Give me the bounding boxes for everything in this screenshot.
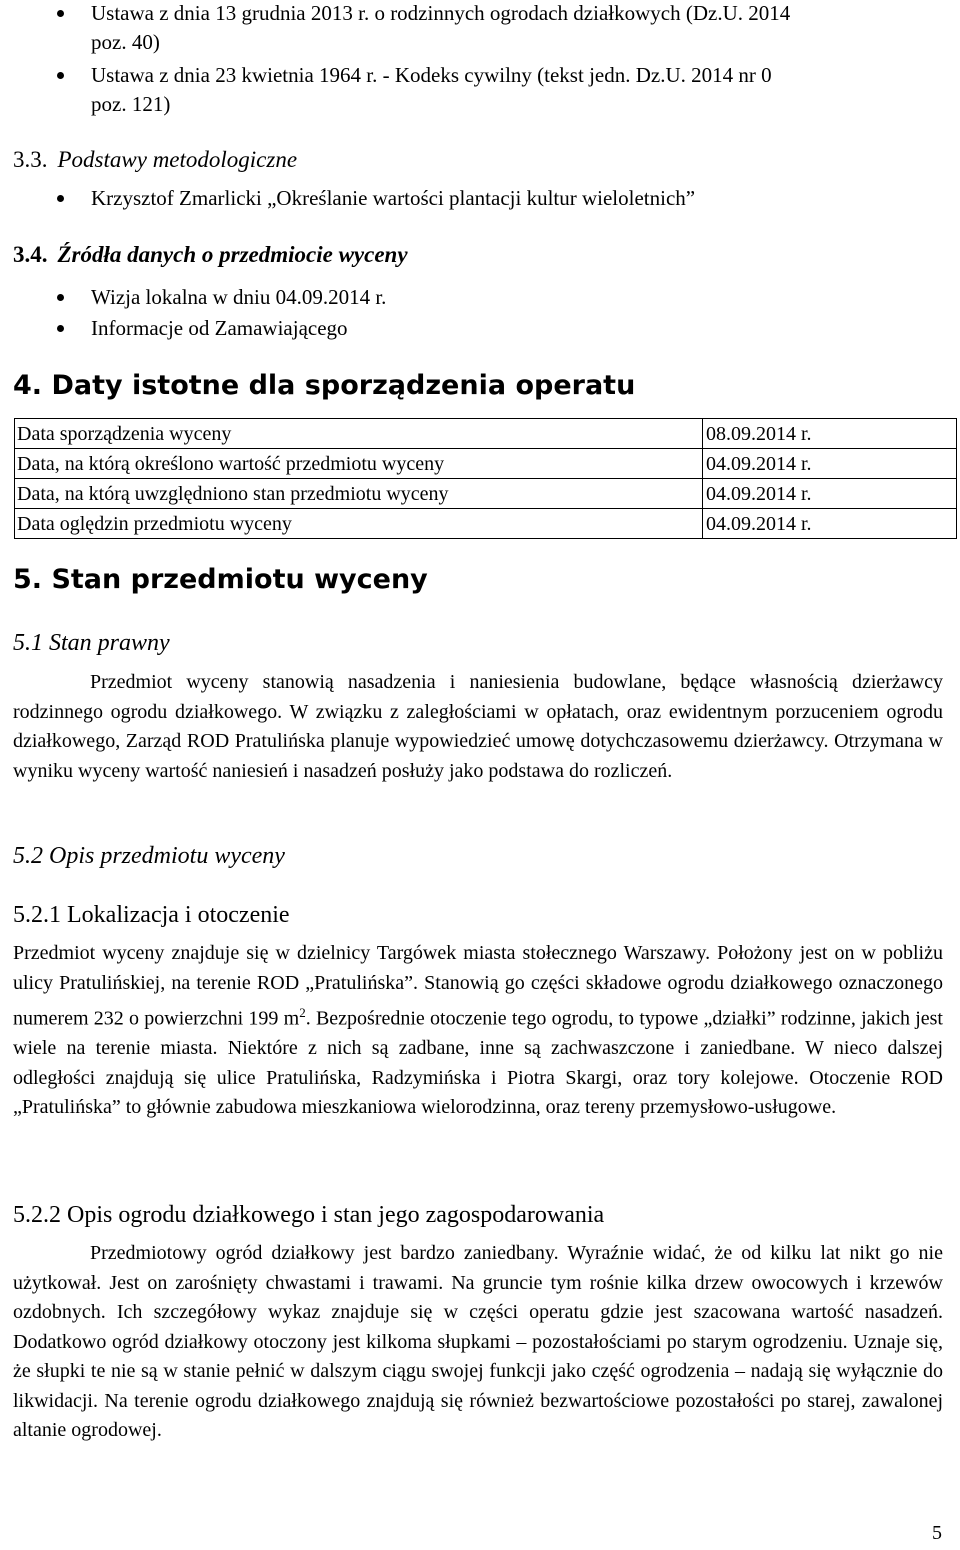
ref-item-2-line1: Ustawa z dnia 23 kwietnia 1964 r. - Kodeks cywilny (tekst jedn. Dz.U. 2014 nr 0 bbox=[91, 63, 772, 87]
legal-status-paragraph: Przedmiot wyceny stanowią nasadzenia i naniesienia budowlane, będące własnością dzierżawcy rodzinnego ogrodu działkowego. W związku z zaległościami w opłatach, oraz ewidentnym porzuceniem ogrodu działkowego, Zarząd ROD Pratulińska planuje wypowiedzieć umowę dotychczasowemu dzierżawcy. Otrzymana w wyniku wyceny wartość naniesień i nasadzeń posłuży jako podstawa do rozliczeń. bbox=[13, 671, 943, 782]
location-text-b: . Bezpośrednie otoczenie tego ogrodu, to typowe „działki” rodzinne, jakich jest wiele na terenie miasta. Niektóre z nich są zadbane, inne są zachwaszczone i zaniedbane. W nieco dalszej odległości znajdują się ulice Pratulińska, Radzymińska i Piotra Skargi, oraz tory kolejowe. Otoczenie ROD „Pratulińska” to głównie zabudowa mieszkaniowa wielorodzinna, oraz tereny przemysłowo-usługowe. bbox=[13, 1007, 943, 1119]
section-5-2-heading: 5.2 Opis przedmiotu wyceny bbox=[13, 843, 285, 869]
section-5-2-1-heading: 5.2.1 Lokalizacja i otoczenie bbox=[13, 902, 290, 928]
date-value: 08.09.2014 r. bbox=[703, 419, 957, 449]
bullet-icon bbox=[57, 325, 64, 332]
source-item-1: Wizja lokalna w dniu 04.09.2014 r. bbox=[91, 285, 387, 309]
section-3-3-heading bbox=[13, 145, 297, 175]
section-4-heading: 4. Daty istotne dla sporządzenia operatu bbox=[13, 370, 636, 401]
dates-table bbox=[14, 418, 957, 539]
bullet-icon bbox=[57, 195, 64, 202]
bullet-icon bbox=[57, 294, 64, 301]
garden-description-paragraph: Przedmiotowy ogród działkowy jest bardzo zaniedbany. Wyraźnie widać, że od kilku lat nikt go nie użytkował. Jest on zarośnięty chwastami i trawami. Na gruncie tym rośnie kilka drzew owocowych i krzewów ozdobnych. Ich szczegółowy wykaz znajduje się w części operatu gdzie jest szacowana wartość nasadzeń. Dodatkowo ogród działkowy otoczony jest kilkoma słupkami – pozostałościami po starym ogrodzeniu. Uznaje się, że słupki te nie są w stanie pełnić w dalszym ciągu swojej funkcji jako część ogrodzenia – nadają się wyłącznie do likwidacji. Na terenie ogrodu działkowego znajdują się również bezwartościowe pozostałości po starej, zawalonej altanie ogrodowej. bbox=[13, 1242, 943, 1441]
methodology-item: Krzysztof Zmarlicki „Określanie wartości plantacji kultur wieloletnich” bbox=[91, 186, 696, 210]
location-text-a: Przedmiot wyceny znajduje się w dzielnicy Targówek miasta stołecznego Warszawy. Położony jest on w pobliżu ulicy Pratulińskiej, na terenie ROD „Pratulińska”. Stanowią go części składowe ogrodu działkowego oznaczonego numerem 232 o powierzchni 199 m bbox=[13, 942, 943, 1030]
section-5-1-heading: 5.1 Stan prawny bbox=[13, 630, 170, 656]
table-row bbox=[15, 449, 957, 479]
date-label: Data, na którą uwzględniono stan przedmiotu wyceny bbox=[15, 479, 703, 509]
date-label: Data oględzin przedmiotu wyceny bbox=[15, 509, 703, 539]
table-row bbox=[15, 419, 957, 449]
superscript: 2 bbox=[299, 1005, 306, 1020]
table-row bbox=[15, 509, 957, 539]
page-number: 5 bbox=[932, 1522, 942, 1544]
date-label: Data, na którą określono wartość przedmiotu wyceny bbox=[15, 449, 703, 479]
ref-item-1-line2: poz. 40) bbox=[91, 30, 160, 54]
section-title: Podstawy metodologiczne bbox=[57, 147, 298, 172]
date-label: Data sporządzenia wyceny bbox=[15, 419, 703, 449]
section-number: 3.3. bbox=[13, 147, 48, 172]
bullet-icon bbox=[57, 72, 64, 79]
location-paragraph bbox=[13, 939, 943, 1123]
section-5-2-2-heading: 5.2.2 Opis ogrodu działkowego i stan jego zagospodarowania bbox=[13, 1202, 605, 1228]
ref-item-1-line1: Ustawa z dnia 13 grudnia 2013 r. o rodzinnych ogrodach działkowych (Dz.U. 2014 bbox=[91, 1, 791, 25]
section-3-4-heading bbox=[13, 240, 408, 270]
source-item-2: Informacje od Zamawiającego bbox=[91, 316, 348, 340]
date-value: 04.09.2014 r. bbox=[703, 479, 957, 509]
section-5-heading: 5. Stan przedmiotu wyceny bbox=[13, 564, 428, 595]
section-title: Źródła danych o przedmiocie wyceny bbox=[57, 242, 408, 267]
ref-item-2-line2: poz. 121) bbox=[91, 92, 171, 116]
table-row bbox=[15, 479, 957, 509]
section-number: 3.4. bbox=[13, 242, 48, 267]
date-value: 04.09.2014 r. bbox=[703, 509, 957, 539]
bullet-icon bbox=[57, 10, 64, 17]
date-value: 04.09.2014 r. bbox=[703, 449, 957, 479]
